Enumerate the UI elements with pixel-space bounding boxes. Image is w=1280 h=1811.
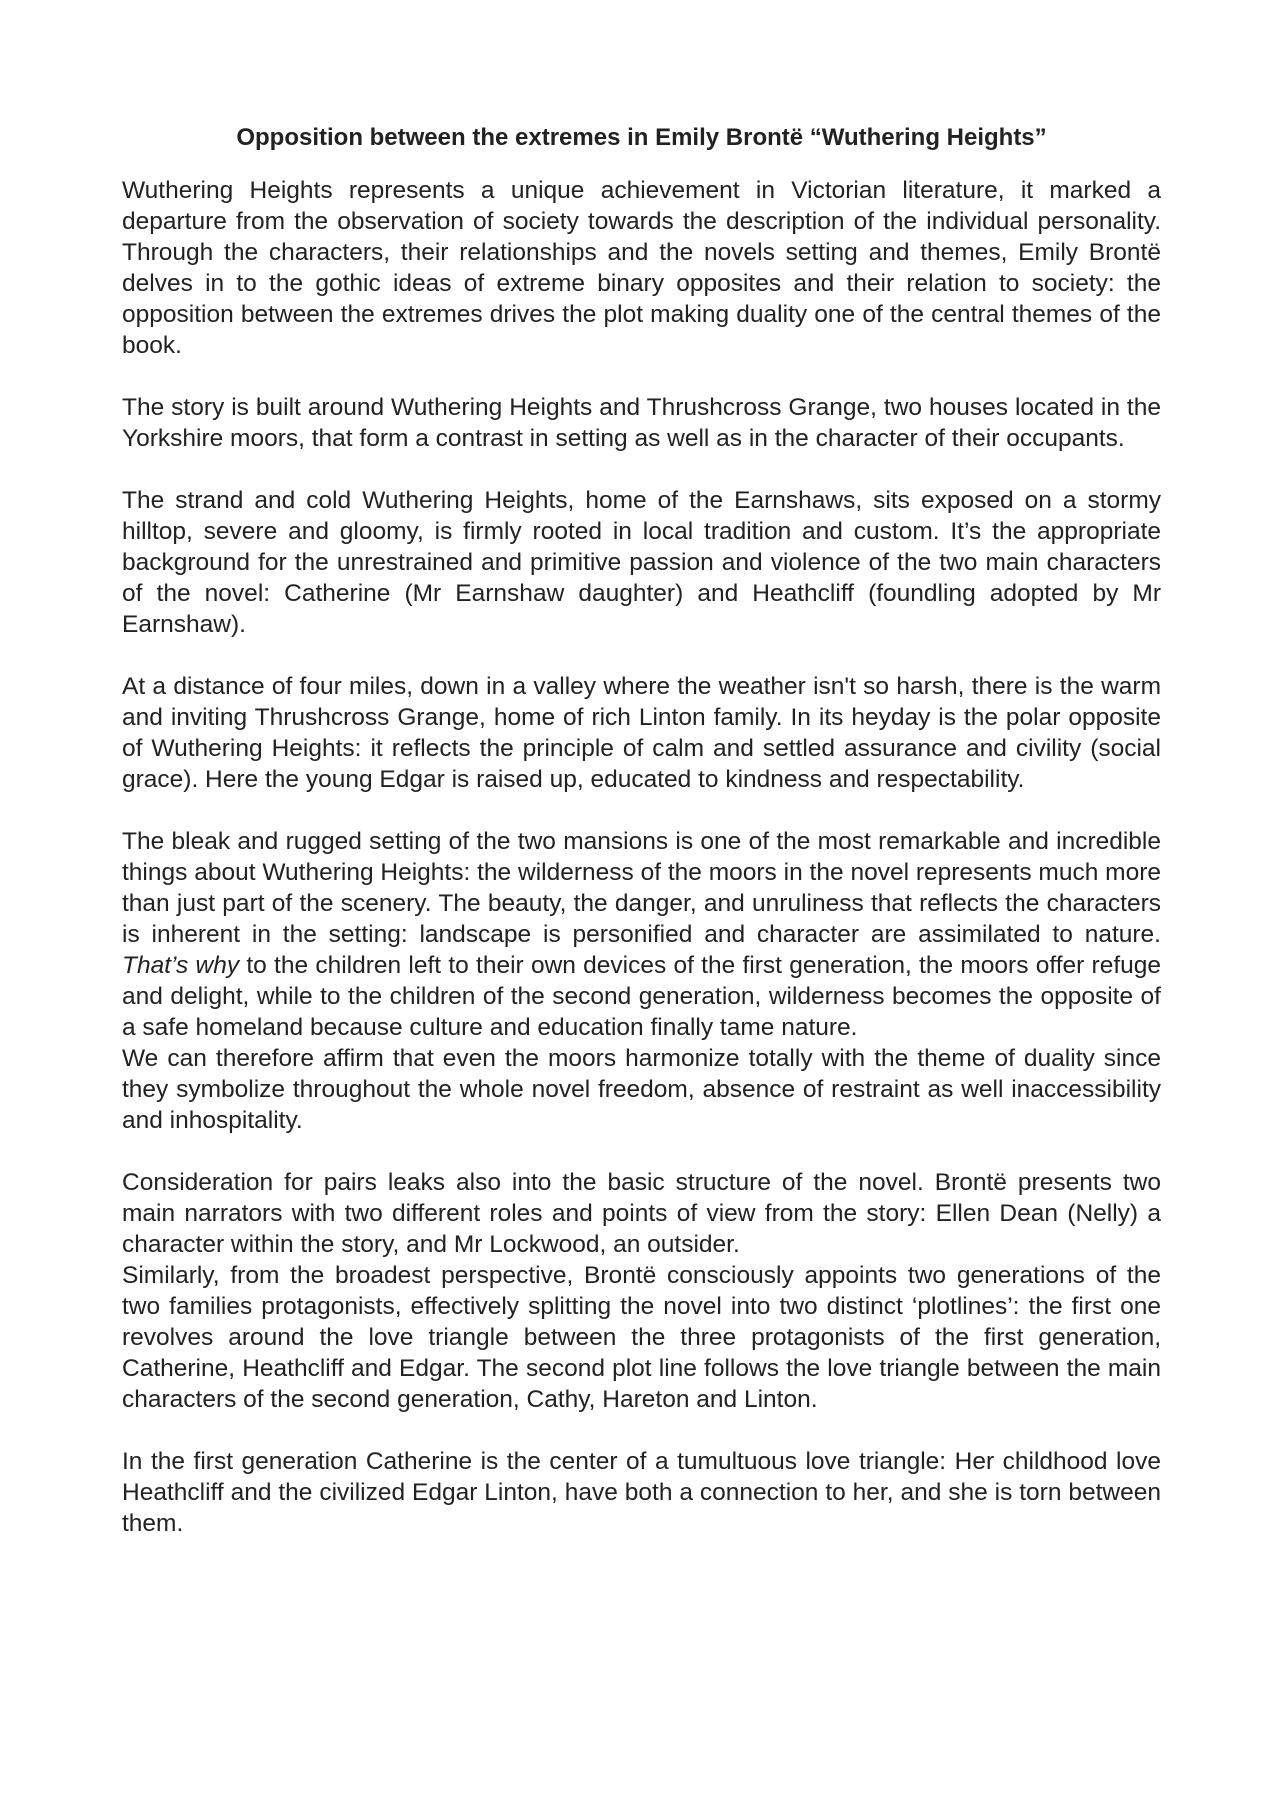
paragraph-first-generation: In the first generation Catherine is the center of a tumultuous love triangle: Her childhood love Heathcliff and the civilized Edgar Linton, have both a connection to her, and she is torn between them. bbox=[122, 1448, 1161, 1537]
paragraph-setting: The story is built around Wuthering Heights and Thrushcross Grange, two houses located in the Yorkshire moors, that form a contrast in setting as well as in the character of their occupants. bbox=[122, 394, 1161, 452]
moors-italic-phrase: That’s why bbox=[122, 952, 240, 979]
paragraph-moors bbox=[122, 826, 1161, 1136]
document-title: Opposition between the extremes in Emily Brontë “Wuthering Heights” bbox=[236, 124, 1047, 151]
paragraph-narrators: Consideration for pairs leaks also into the basic structure of the novel. Brontë presents two main narrators with two different roles and points of view from the story: Ellen Dean (Nelly) a character within the story, and Mr Lockwood, an outsider. bbox=[122, 1169, 1161, 1258]
paragraph-moors-main bbox=[122, 826, 1161, 1043]
document-body bbox=[122, 122, 1161, 1539]
paragraph-intro: Wuthering Heights represents a unique achievement in Victorian literature, it marked a departure from the observation of society towards the description of the individual personality. Through the characters, their relationships and the novels setting and themes, Emily Brontë delves in to the gothic ideas of extreme binary opposites and their relation to society: the opposition between the extremes drives the plot making duality one of the central themes of the book. bbox=[122, 177, 1161, 359]
paragraph-moors-continuation: We can therefore affirm that even the moors harmonize totally with the theme of duality since they symbolize throughout the whole novel freedom, absence of restraint as well inaccessibility and inhospitality. bbox=[122, 1045, 1161, 1134]
paragraph-generations: Similarly, from the broadest perspective, Brontë consciously appoints two generations of the two families protagonists, effectively splitting the novel into two distinct ‘plotlines’: the first one revolves around the love triangle between the three protagonists of the first generation, Catherine, Heathcliff and Edgar. The second plot line follows the love triangle between the main characters of the second generation, Cathy, Hareton and Linton. bbox=[122, 1262, 1161, 1413]
paragraph-thrushcross-grange: At a distance of four miles, down in a valley where the weather isn't so harsh, there is the warm and inviting Thrushcross Grange, home of rich Linton family. In its heyday is the polar opposite of Wuthering Heights: it reflects the principle of calm and settled assurance and civility (social grace). Here the young Edgar is raised up, educated to kindness and respectability. bbox=[122, 673, 1161, 793]
paragraph-wuthering-heights: The strand and cold Wuthering Heights, home of the Earnshaws, sits exposed on a stormy hilltop, severe and gloomy, is firmly rooted in local tradition and custom. It’s the appropriate background for the unrestrained and primitive passion and violence of the two main characters of the novel: Catherine (Mr Earnshaw daughter) and Heathcliff (foundling adopted by Mr Earnshaw). bbox=[122, 487, 1161, 638]
moors-text-before: The bleak and rugged setting of the two mansions is one of the most remarkable and incredible things about Wuthering Heights: the wilderness of the moors in the novel represents much more than just part of the scenery. The beauty, the danger, and unruliness that reflects the characters is inherent in the setting: landscape is personified and character are assimilated to nature. bbox=[122, 828, 1161, 948]
paragraph-structure bbox=[122, 1167, 1161, 1415]
moors-text-after: to the children left to their own devices of the first generation, the moors offer refuge and delight, while to the children of the second generation, wilderness becomes the opposite of a safe homeland because culture and education finally tame nature. bbox=[122, 952, 1162, 1041]
